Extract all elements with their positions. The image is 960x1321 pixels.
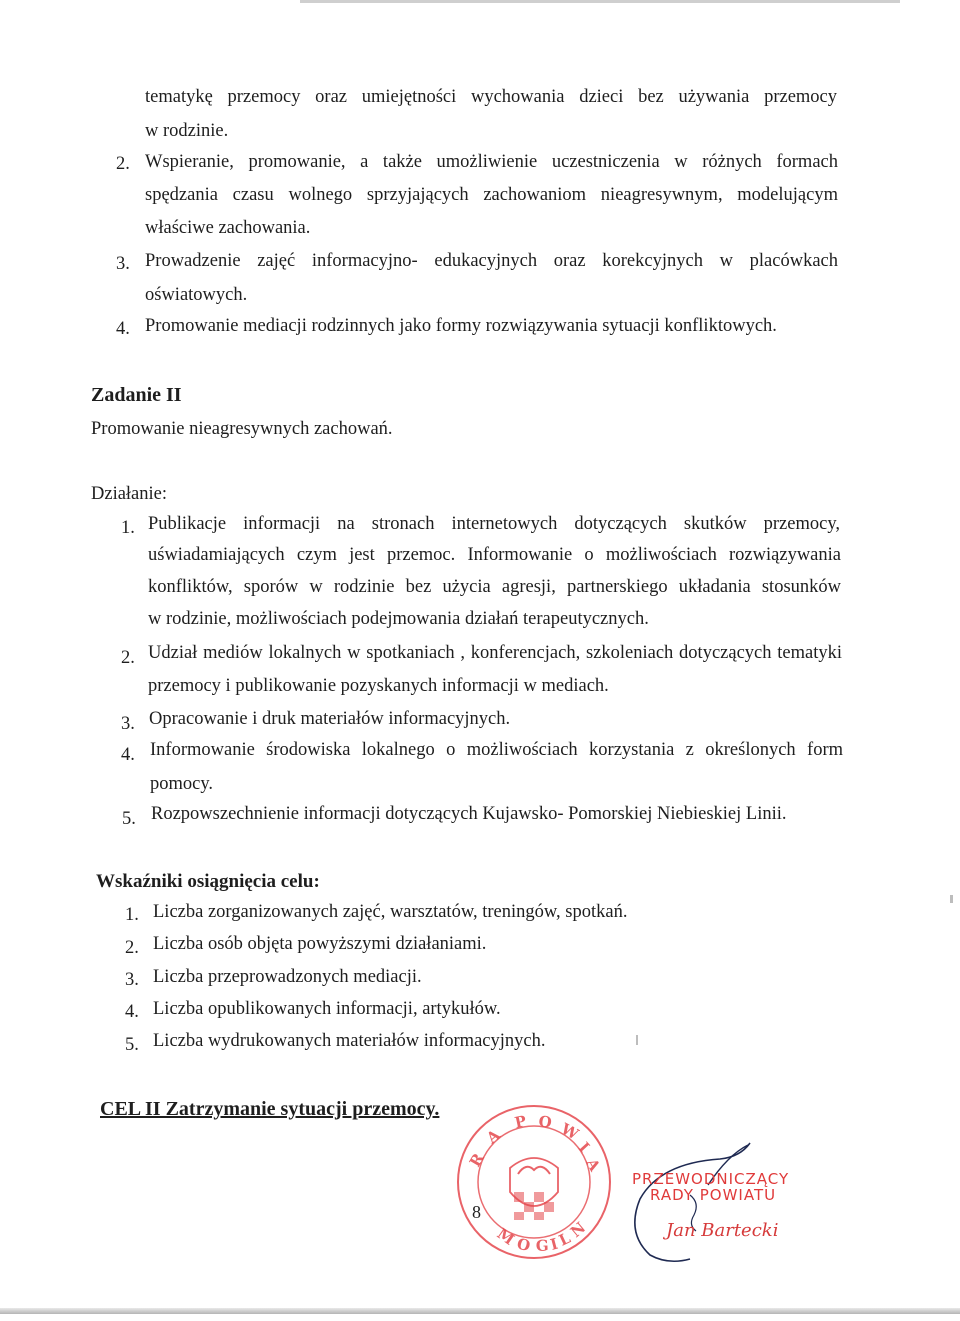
signature-title-line2: RADY POWIATU bbox=[650, 1186, 777, 1204]
scan-speck bbox=[950, 895, 953, 903]
list-b-line: Rozpowszechnienie informacji dotyczących Kujawsko- Pomorskiej Niebieskiej Linii. bbox=[151, 804, 787, 824]
list-c-line: Liczba przeprowadzonych mediacji. bbox=[153, 967, 422, 987]
intro-line: w rodzinie. bbox=[145, 121, 229, 141]
list-b-number: 1. bbox=[121, 518, 135, 538]
svg-text:A: A bbox=[483, 1125, 504, 1148]
svg-text:N: N bbox=[567, 1218, 590, 1242]
list-a-line: właściwe zachowania. bbox=[145, 218, 311, 238]
signature-name: Jan Bartecki bbox=[666, 1220, 779, 1241]
list-b-number: 4. bbox=[121, 745, 135, 765]
svg-text:W: W bbox=[558, 1119, 582, 1144]
list-a-line: Prowadzenie zajęć informacyjno- edukacyjnych oraz korekcyjnych w placówkach bbox=[145, 251, 838, 271]
list-a-line: Promowanie mediacji rodzinnych jako formy rozwiązywania sytuacji konfliktowych. bbox=[145, 316, 777, 336]
list-c-number: 5. bbox=[125, 1035, 139, 1055]
scan-bottom-edge bbox=[0, 1308, 960, 1314]
list-c-line: Liczba zorganizowanych zajęć, warsztatów, treningów, spotkań. bbox=[153, 902, 628, 922]
council-stamp-icon bbox=[452, 1100, 616, 1264]
list-c-number: 1. bbox=[125, 905, 139, 925]
svg-text:P: P bbox=[513, 1111, 528, 1132]
list-a-number: 2. bbox=[116, 154, 130, 174]
list-b-line: Udział mediów lokalnych w spotkaniach , konferencjach, szkoleniach dotyczących tematyki bbox=[148, 643, 842, 663]
list-c-number: 2. bbox=[125, 938, 139, 958]
list-a-number: 4. bbox=[116, 319, 130, 339]
list-b-line: uświadamiających czym jest przemoc. Informowanie o możliwościach rozwiązywania bbox=[148, 545, 841, 565]
svg-text:L: L bbox=[556, 1228, 574, 1250]
list-b-line: konfliktów, sporów w rodzinie bez użycia agresji, partnerskiego układania stosunków bbox=[148, 577, 841, 597]
list-b-line: Informowanie środowiska lokalnego o możliwościach korzystania z określonych form bbox=[150, 740, 843, 760]
svg-text:O: O bbox=[514, 1234, 533, 1256]
list-a-number: 3. bbox=[116, 254, 130, 274]
list-c-line: Liczba osób objęta powyższymi działaniami. bbox=[153, 934, 487, 954]
list-b-number: 3. bbox=[121, 714, 135, 734]
actions-label: Działanie: bbox=[91, 484, 168, 504]
list-b-line: w rodzinie, możliwościach podejmowania działań terapeutycznych. bbox=[148, 609, 649, 629]
list-b-line: Opracowanie i druk materiałów informacyjnych. bbox=[149, 709, 511, 729]
list-c-line: Liczba wydrukowanych materiałów informacyjnych. bbox=[153, 1031, 546, 1051]
goal-heading: CEL II Zatrzymanie sytuacji przemocy. bbox=[100, 1098, 440, 1120]
list-c-line: Liczba opublikowanych informacji, artykułów. bbox=[153, 999, 501, 1019]
list-c-number: 4. bbox=[125, 1002, 139, 1022]
svg-text:I: I bbox=[575, 1138, 594, 1156]
list-c-number: 3. bbox=[125, 970, 139, 990]
svg-text:G: G bbox=[535, 1236, 549, 1255]
indicators-heading: Wskaźniki osiągnięcia celu: bbox=[96, 871, 320, 892]
scan-speck bbox=[636, 1035, 638, 1045]
scan-top-edge bbox=[300, 0, 900, 3]
list-a-line: oświatowych. bbox=[145, 285, 248, 305]
list-b-line: przemocy i publikowanie pozyskanych informacji w mediach. bbox=[148, 676, 609, 696]
list-b-line: pomocy. bbox=[150, 774, 214, 794]
svg-text:O: O bbox=[537, 1112, 553, 1132]
svg-text:I: I bbox=[548, 1234, 560, 1254]
list-a-line: spędzania czasu wolnego sprzyjających zachowaniom nieagresywnym, modelującym bbox=[145, 185, 838, 205]
intro-line: tematykę przemocy oraz umiejętności wychowania dzieci bez używania przemocy bbox=[145, 87, 837, 107]
list-b-line: Publikacje informacji na stronach internetowych dotyczących skutków przemocy, bbox=[148, 514, 840, 534]
signature-title-line1: PRZEWODNICZĄCY bbox=[632, 1170, 790, 1188]
list-a-line: Wspieranie, promowanie, a także umożliwienie uczestniczenia w różnych formach bbox=[145, 152, 838, 172]
task-subtitle: Promowanie nieagresywnych zachowań. bbox=[91, 419, 393, 439]
task-heading: Zadanie II bbox=[91, 384, 182, 406]
page-number: 8 bbox=[472, 1202, 481, 1222]
svg-text:M: M bbox=[493, 1224, 518, 1249]
svg-text:R: R bbox=[465, 1150, 488, 1170]
svg-text:A: A bbox=[582, 1155, 604, 1175]
list-b-number: 2. bbox=[121, 648, 135, 668]
list-b-number: 5. bbox=[122, 809, 136, 829]
